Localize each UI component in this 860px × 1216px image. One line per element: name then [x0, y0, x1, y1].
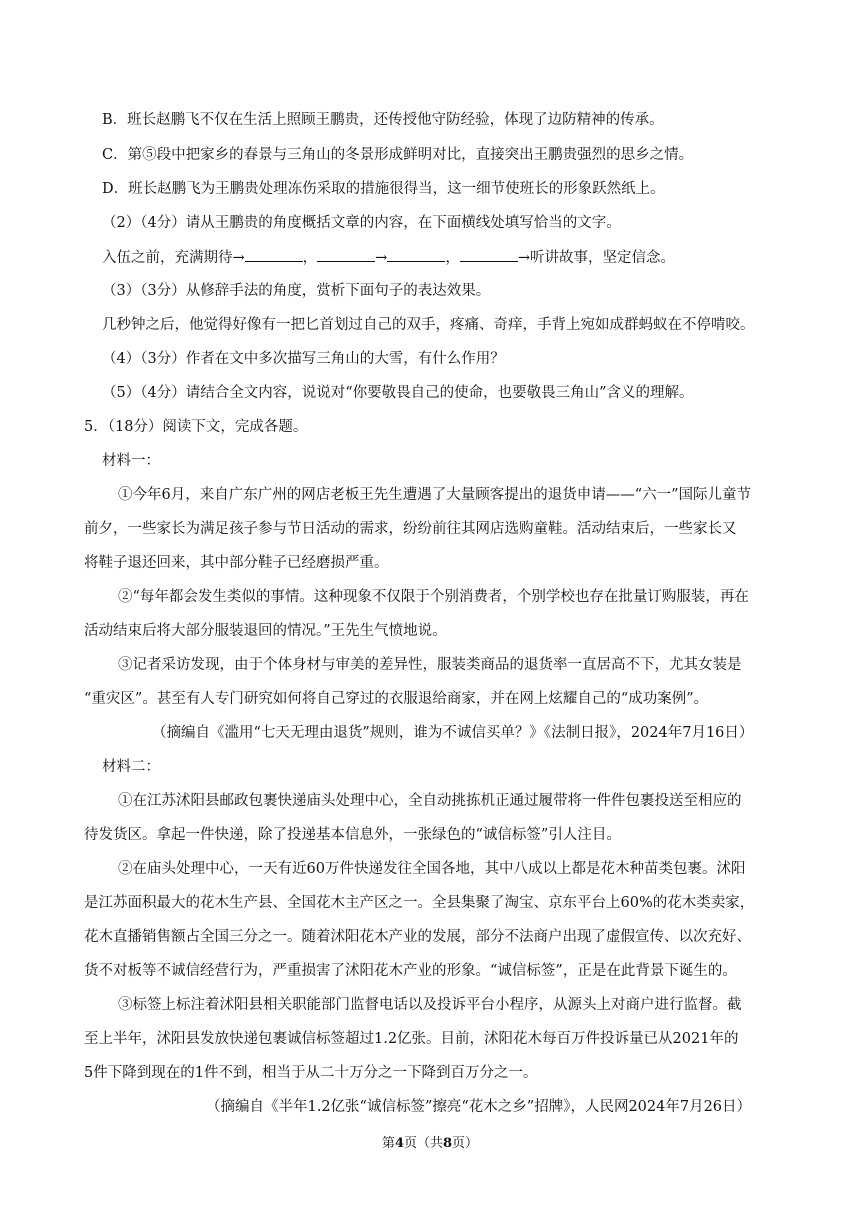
footer-page-number: 4 [394, 1136, 404, 1151]
q5-prompt: （5）（4分）请结合全文内容，说说对“你要敬畏自己的使命，也要敬畏三角山”含义的理解。 [102, 385, 694, 401]
option-c: C．第⑤段中把家乡的春景与三角山的冬景形成鲜明对比，直接突出王鹏贵强烈的思乡之情。 [102, 147, 694, 163]
q2-arrow-1: → [375, 250, 388, 266]
q2-sep-1: ， [302, 250, 318, 266]
option-d: D．班长赵鹏飞为王鹏贵处理冻伤采取的措施很得当，这一细节使班长的形象跃然纸上。 [102, 181, 665, 197]
material1-label: 材料一： [102, 453, 160, 469]
material2-p2-line3: 花木直播销售额占全国三分之一。随着沭阳花木产业的发展，部分不法商户出现了虚假宣传、以次充好、 [84, 929, 751, 945]
q2-prompt: （2）（4分）请从王鹏贵的角度概括文章的内容，在下面横线处填写恰当的文字。 [102, 215, 621, 231]
material2-label: 材料二： [102, 759, 160, 775]
option-b: B．班长赵鹏飞不仅在生活上照顾王鹏贵，还传授他守防经验，体现了边防精神的传承。 [102, 112, 664, 128]
q2-sep-2: ， [445, 250, 460, 266]
material2-p3-line1: ③标签上标注着沭阳县相关职能部门监督电话以及投诉平台小程序，从源头上对商户进行监督。截 [118, 997, 742, 1013]
page-footer [0, 1132, 860, 1151]
material2-source: （摘编自《半年1.2亿张“诚信标签”擦亮“花木之乡”招牌》，人民网2024年7月26日） [206, 1099, 752, 1115]
footer-mid: 页（共 [403, 1136, 443, 1151]
material1-p1-line2: 前夕，一些家长为满足孩子参与节日活动的需求，纷纷前往其网店选购童鞋。活动结束后，一些家长又 [84, 521, 737, 537]
material1-p3-line2: “重灾区”。甚至有人专门研究如何将自己穿过的衣服退给商家，并在网上炫耀自己的“成功案例”。 [84, 691, 709, 707]
material1-source: （摘编自《滥用“七天无理由退货”规则，谁为不诚信买单？》《法制日报》，2024年7月16日） [152, 725, 754, 741]
q2-fill-line [102, 247, 675, 268]
material2-p2-line1: ②在庙头处理中心，一天有近60万件快递发往全国各地，其中八成以上都是花木种苗类包裹。沭阳 [118, 861, 746, 877]
material1-p3-line1: ③记者采访发现，由于个体身材与审美的差异性，服装类商品的退货率一直居高不下，尤其女装是 [118, 657, 742, 673]
q2-fill-start: 入伍之前，充满期待→ [102, 250, 245, 266]
q2-blank-3[interactable] [387, 247, 445, 262]
q2-fill-end: →听讲故事，坚定信念。 [517, 250, 675, 266]
material2-p1-line1: ①在江苏沭阳县邮政包裹快递庙头处理中心，全自动挑拣机正通过履带将一件件包裹投送至相应的 [118, 793, 742, 809]
material1-p1-line3: 将鞋子退还回来，其中部分鞋子已经磨损严重。 [84, 555, 389, 571]
question5-heading: 5．（18分）阅读下文，完成各题。 [84, 419, 308, 435]
material2-p3-line2: 至上半年，沭阳县发放快递包裹诚信标签超过1.2亿张。目前，沭阳花木每百万件投诉量已从2021年的 [84, 1031, 739, 1047]
footer-suffix: 页） [452, 1136, 479, 1151]
q4-prompt: （4）（3分）作者在文中多次描写三角山的大雪，有什么作用？ [102, 351, 505, 367]
q3-sentence: 几秒钟之后，他觉得好像有一把匕首划过自己的双手，疼痛、奇痒，手背上宛如成群蚂蚁在不停啃咬。 [102, 317, 755, 333]
material2-p2-line4: 货不对板等不诚信经营行为，严重损害了沭阳花木产业的形象。“诚信标签”，正是在此背景下诞生的。 [84, 963, 737, 979]
q2-blank-2[interactable] [317, 247, 375, 262]
material2-p1-line2: 待发货区。拿起一件快递，除了投递基本信息外，一张绿色的“诚信标签”引人注目。 [84, 827, 621, 843]
q2-blank-4[interactable] [460, 247, 518, 262]
footer-prefix: 第 [381, 1136, 395, 1151]
material1-p1-line1: ①今年6月，来自广东广州的网店老板王先生遭遇了大量顾客提出的退货申请——“六一”国际儿童节 [118, 487, 752, 503]
footer-total-pages: 8 [443, 1136, 453, 1151]
q2-blank-1[interactable] [245, 247, 303, 262]
material1-p2-line1: ②“每年都会发生类似的事情。这种现象不仅限于个别消费者，个别学校也存在批量订购服装，再在 [118, 589, 749, 605]
q3-prompt: （3）（3分）从修辞手法的角度，赏析下面句子的表达效果。 [102, 283, 491, 299]
material2-p2-line2: 是江苏面积最大的花木生产县、全国花木主产区之一。全县集聚了淘宝、京东平台上60%的花木类卖家， [84, 895, 755, 911]
material2-p3-line3: 5件下降到现在的1件不到，相当于从二十万分之一下降到百万分之一。 [84, 1065, 538, 1081]
material1-p2-line2: 活动结束后将大部分服装退回的情况。”王先生气愤地说。 [84, 623, 447, 639]
